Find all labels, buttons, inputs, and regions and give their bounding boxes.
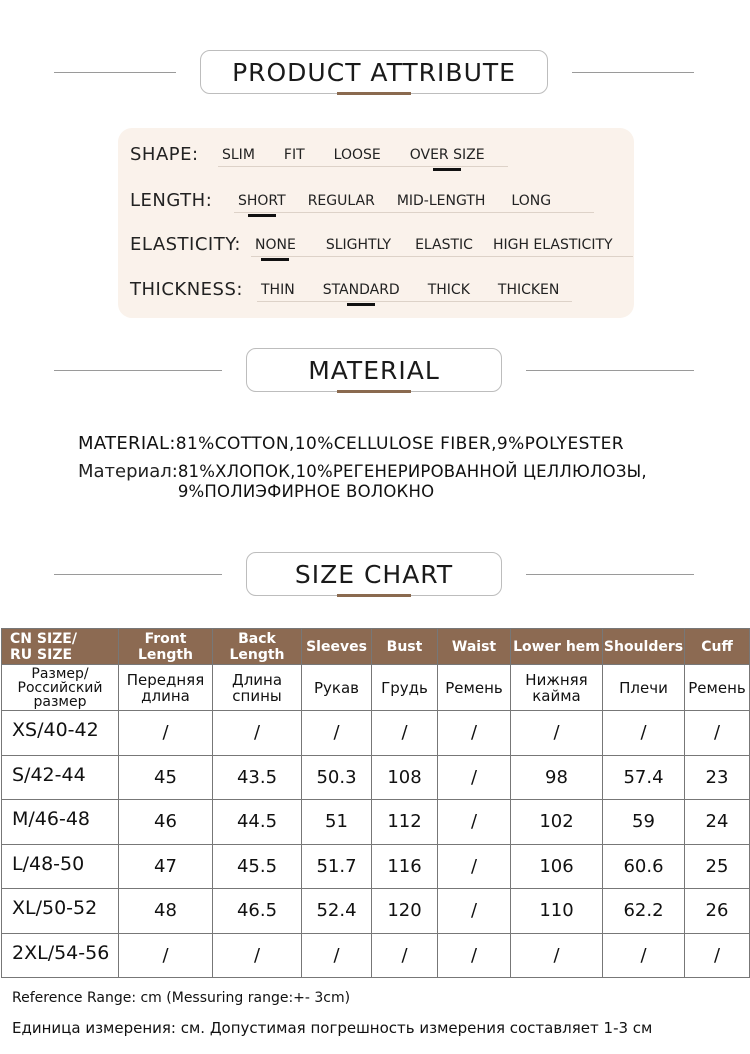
attr-label: ELASTICITY:: [130, 234, 241, 255]
measurement-cell: 60.6: [603, 844, 685, 889]
column-header-ru: Рукав: [302, 665, 372, 711]
size-chart-table: [1, 628, 750, 978]
section-title: PRODUCT ATTRIBUTE: [232, 57, 516, 87]
attr-option: MID-LENGTH: [396, 193, 486, 209]
measurement-cell: 44.5: [213, 800, 302, 845]
measurement-cell: 47: [119, 844, 213, 889]
reference-range-en: Reference Range: cm (Messuring range:+- 3cm): [12, 990, 351, 1006]
size-chart-header: [0, 552, 750, 598]
material-ru: [78, 462, 738, 502]
column-header-ru: Нижняя кайма: [511, 665, 603, 711]
attr-option: FIT: [283, 147, 305, 163]
attr-option: LONG: [511, 193, 552, 209]
column-header-ru: Грудь: [372, 665, 438, 711]
attr-option: REGULAR: [307, 193, 375, 209]
measurement-cell: 51: [302, 800, 372, 845]
attr-underline: [218, 166, 508, 167]
column-header-en: CN SIZE/ RU SIZE: [2, 629, 119, 665]
material-en-label: MATERIAL:: [78, 433, 176, 454]
attr-label: THICKNESS:: [130, 279, 243, 300]
size-label-cell: M/46-48: [2, 800, 119, 845]
column-header-en: Cuff: [685, 629, 750, 665]
attr-options: [238, 193, 551, 209]
measurement-cell: 106: [511, 844, 603, 889]
measurement-cell: 45.5: [213, 844, 302, 889]
measurement-cell: 57.4: [603, 755, 685, 800]
column-header-ru: Передняя длина: [119, 665, 213, 711]
material-composition: [78, 432, 738, 502]
measurement-cell: 51.7: [302, 844, 372, 889]
column-header-ru: Ремень: [685, 665, 750, 711]
measurement-cell: 26: [685, 889, 750, 934]
measurement-cell: 45: [119, 755, 213, 800]
header-row-ru: [2, 665, 750, 711]
attr-options: [261, 282, 559, 298]
attr-options: [255, 237, 613, 253]
section-title-pill: [246, 552, 502, 596]
size-label-cell: XS/40-42: [2, 711, 119, 756]
measurement-cell: /: [302, 711, 372, 756]
attr-option: THIN: [261, 282, 295, 298]
measurement-cell: /: [511, 711, 603, 756]
attribute-panel: [118, 128, 634, 318]
measurement-cell: /: [603, 711, 685, 756]
measurement-cell: /: [685, 711, 750, 756]
size-chart-body: [2, 711, 750, 978]
measurement-cell: /: [438, 800, 511, 845]
measurement-cell: 46: [119, 800, 213, 845]
table-row: [2, 844, 750, 889]
measurement-cell: /: [119, 933, 213, 978]
column-header-ru: Размер/ Российский размер: [2, 665, 119, 711]
header-row-en: [2, 629, 750, 665]
column-header-en: Sleeves: [302, 629, 372, 665]
material-en-value: 81%COTTON,10%CELLULOSE FIBER,9%POLYESTER: [175, 434, 624, 454]
material-ru-label: Материал:: [78, 461, 178, 482]
column-header-ru: Ремень: [438, 665, 511, 711]
measurement-cell: 110: [511, 889, 603, 934]
attr-options: [222, 147, 485, 163]
measurement-cell: 116: [372, 844, 438, 889]
attr-label: LENGTH:: [130, 190, 213, 211]
size-label-cell: S/42-44: [2, 755, 119, 800]
attr-option: SLIM: [222, 147, 255, 163]
measurement-cell: 48: [119, 889, 213, 934]
measurement-cell: /: [511, 933, 603, 978]
divider-right: [526, 574, 694, 575]
divider-right: [526, 370, 694, 371]
attr-option-selected: NONE: [255, 237, 296, 253]
table-row: [2, 933, 750, 978]
measurement-cell: 43.5: [213, 755, 302, 800]
column-header-en: Back Length: [213, 629, 302, 665]
section-title: SIZE CHART: [294, 559, 454, 589]
column-header-ru: Длина спины: [213, 665, 302, 711]
material-en: [78, 432, 738, 456]
measurement-cell: 120: [372, 889, 438, 934]
table-row: [2, 755, 750, 800]
attr-underline: [257, 301, 572, 302]
reference-range-ru: Единица измерения: см. Допустимая погрешность измерения составляет 1-3 см: [12, 1019, 653, 1037]
measurement-cell: 59: [603, 800, 685, 845]
title-accent: [337, 390, 411, 393]
column-header-en: Shoulders: [603, 629, 685, 665]
measurement-cell: /: [119, 711, 213, 756]
measurement-cell: 23: [685, 755, 750, 800]
measurement-cell: 112: [372, 800, 438, 845]
material-ru-value: 81%ХЛОПОК,10%РЕГЕНЕРИРОВАННОЙ ЦЕЛЛЮЛОЗЫ, 9%ПОЛИЭФИРНОЕ ВОЛОКНО: [177, 462, 647, 501]
measurement-cell: /: [438, 933, 511, 978]
measurement-cell: /: [438, 889, 511, 934]
section-title-pill: [246, 348, 502, 392]
size-label-cell: 2XL/54-56: [2, 933, 119, 978]
column-header-en: Lower hem: [511, 629, 603, 665]
measurement-cell: /: [438, 711, 511, 756]
table-row: [2, 711, 750, 756]
table-row: [2, 800, 750, 845]
measurement-cell: /: [438, 844, 511, 889]
measurement-cell: 108: [372, 755, 438, 800]
measurement-cell: /: [213, 933, 302, 978]
material-header: [0, 348, 750, 394]
attr-underline: [251, 256, 633, 257]
attr-label: SHAPE:: [130, 144, 199, 165]
title-accent: [337, 594, 411, 597]
attr-option: LOOSE: [333, 147, 381, 163]
divider-left: [54, 370, 222, 371]
measurement-cell: 52.4: [302, 889, 372, 934]
measurement-cell: 62.2: [603, 889, 685, 934]
measurement-cell: /: [372, 711, 438, 756]
measurement-cell: 24: [685, 800, 750, 845]
measurement-cell: /: [302, 933, 372, 978]
table-row: [2, 889, 750, 934]
divider-right: [572, 72, 694, 73]
column-header-en: Front Length: [119, 629, 213, 665]
attr-option: SLIGHTLY: [325, 237, 392, 253]
measurement-cell: 25: [685, 844, 750, 889]
product-attribute-header: [0, 50, 750, 96]
divider-left: [54, 72, 176, 73]
measurement-cell: /: [685, 933, 750, 978]
measurement-cell: 98: [511, 755, 603, 800]
section-title-pill: [200, 50, 548, 94]
attr-option: THICKEN: [497, 282, 560, 298]
attr-option: HIGH ELASTICITY: [492, 237, 613, 253]
measurement-cell: 50.3: [302, 755, 372, 800]
attr-option-selected: OVER SIZE: [409, 147, 485, 163]
measurement-cell: /: [603, 933, 685, 978]
attr-option: THICK: [427, 282, 470, 298]
measurement-cell: /: [372, 933, 438, 978]
measurement-cell: /: [213, 711, 302, 756]
column-header-ru: Плечи: [603, 665, 685, 711]
attr-option-selected: STANDARD: [322, 282, 400, 298]
divider-left: [54, 574, 222, 575]
column-header-en: Waist: [438, 629, 511, 665]
attr-underline: [234, 212, 594, 213]
title-accent: [337, 92, 411, 95]
size-label-cell: L/48-50: [2, 844, 119, 889]
measurement-cell: 102: [511, 800, 603, 845]
measurement-cell: 46.5: [213, 889, 302, 934]
attr-option: ELASTIC: [415, 237, 473, 253]
column-header-en: Bust: [372, 629, 438, 665]
section-title: MATERIAL: [308, 355, 440, 385]
attr-option-selected: SHORT: [238, 193, 286, 209]
size-label-cell: XL/50-52: [2, 889, 119, 934]
measurement-cell: /: [438, 755, 511, 800]
